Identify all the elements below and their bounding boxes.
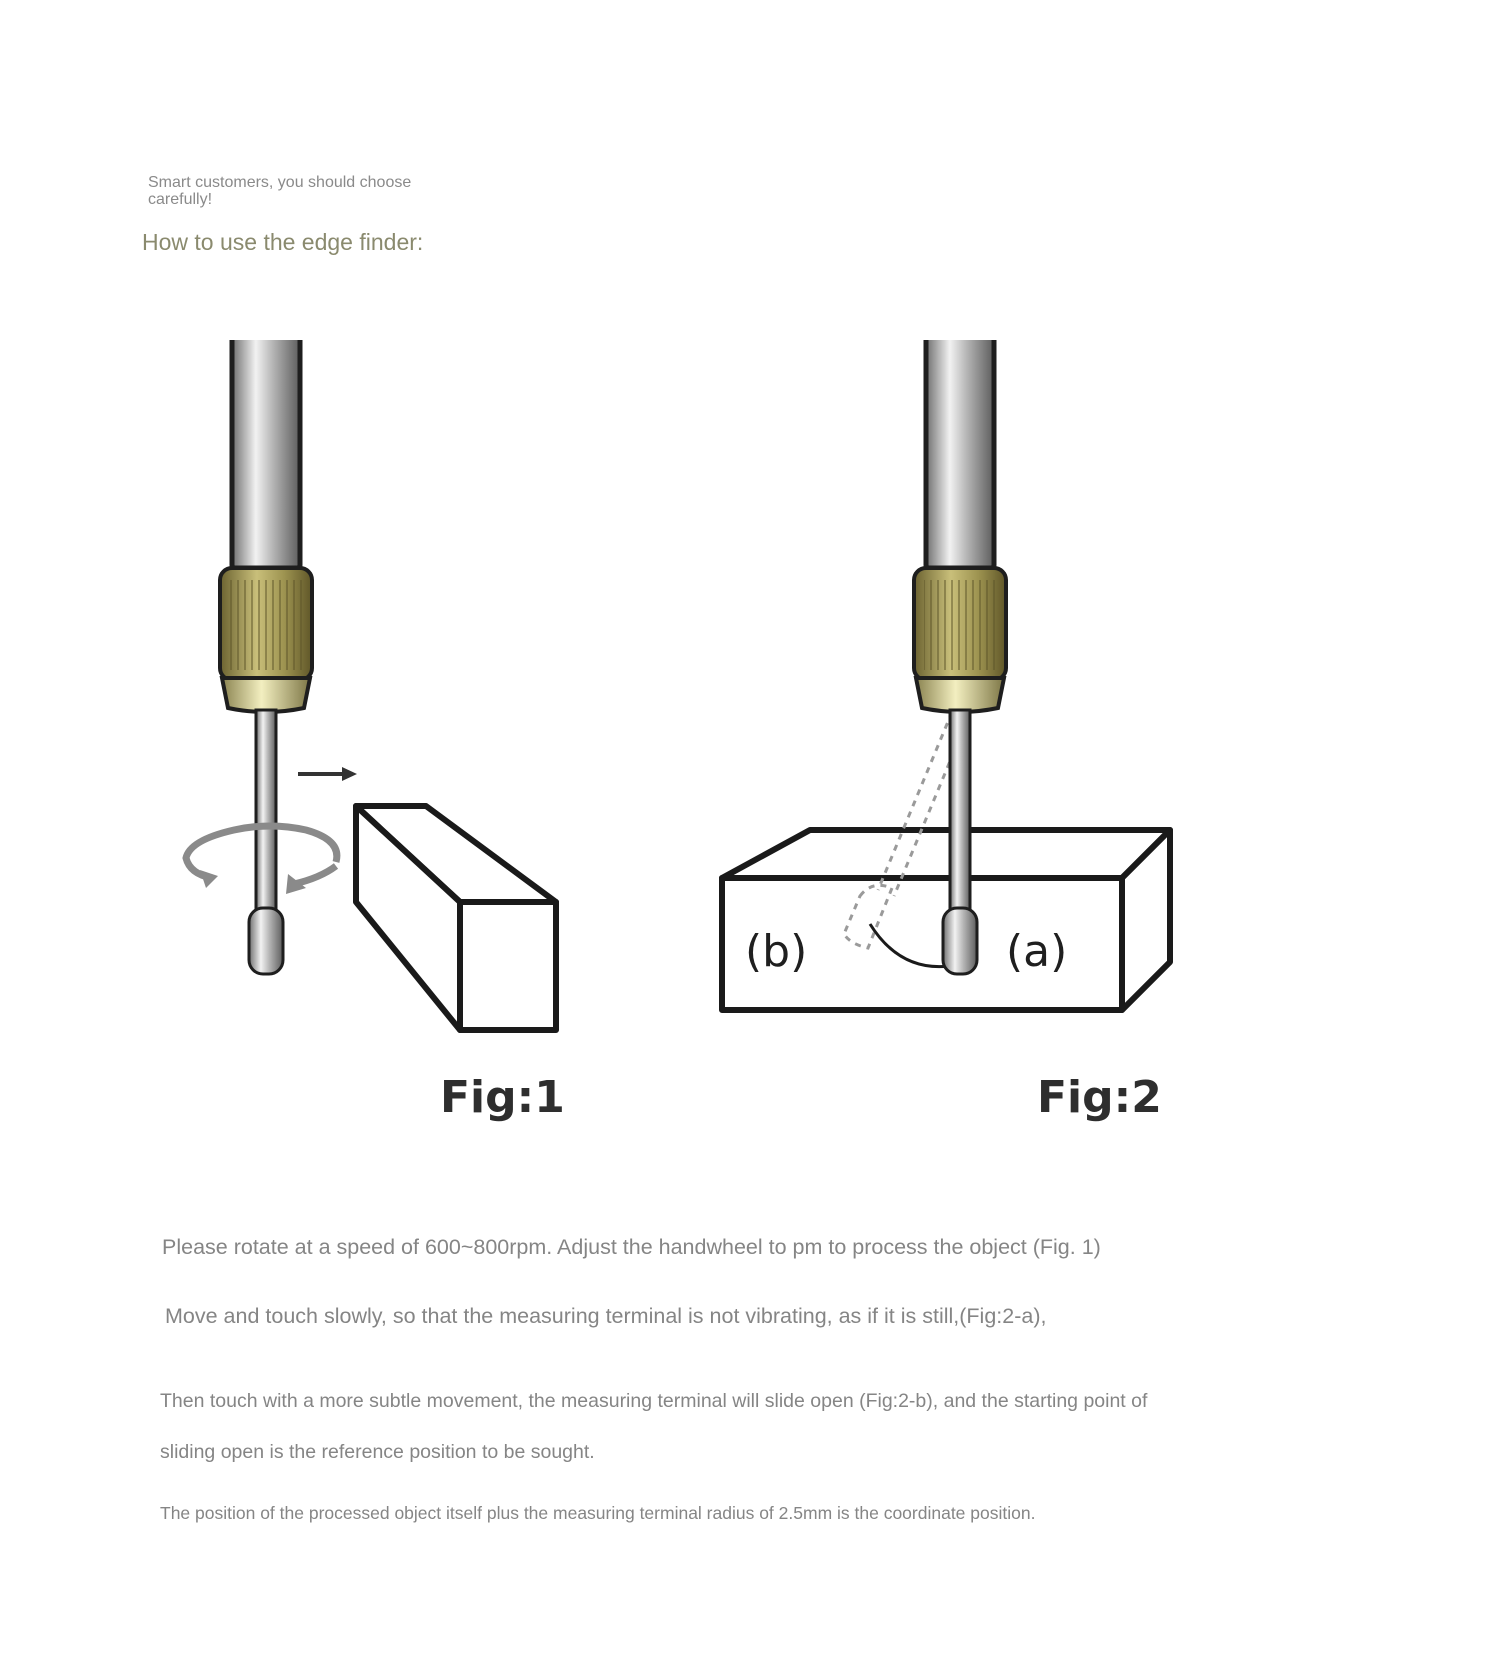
instruction-2: Move and touch slowly, so that the measuring terminal is not vibrating, as if it is still,(Fig:2-a),	[165, 1304, 1047, 1328]
instruction-4: The position of the processed object itself plus the measuring terminal radius of 2.5mm is the coordinate position.	[160, 1503, 1036, 1523]
tagline: Smart customers, you should choose carefully!	[148, 174, 412, 208]
fig1-label: Fig:1	[440, 1072, 565, 1123]
section-heading: How to use the edge finder:	[142, 229, 424, 255]
instruction-1: Please rotate at a speed of 600~800rpm. Adjust the handwheel to pm to process the object (Fig. 1)	[162, 1235, 1101, 1259]
position-b-label: (b)	[745, 926, 808, 977]
direction-arrow	[298, 767, 357, 781]
workpiece-block-fig1	[356, 806, 556, 1030]
fig2-label: Fig:2	[1037, 1072, 1162, 1123]
edge-finder-tool-fig1	[220, 340, 312, 974]
position-a-label: (a)	[1006, 926, 1068, 977]
instruction-3: Then touch with a more subtle movement, the measuring terminal will slide open (Fig:2-b), and the starting point of sliding open is the reference position to be sought.	[160, 1390, 1148, 1463]
edge-finder-diagram	[160, 340, 1190, 1140]
